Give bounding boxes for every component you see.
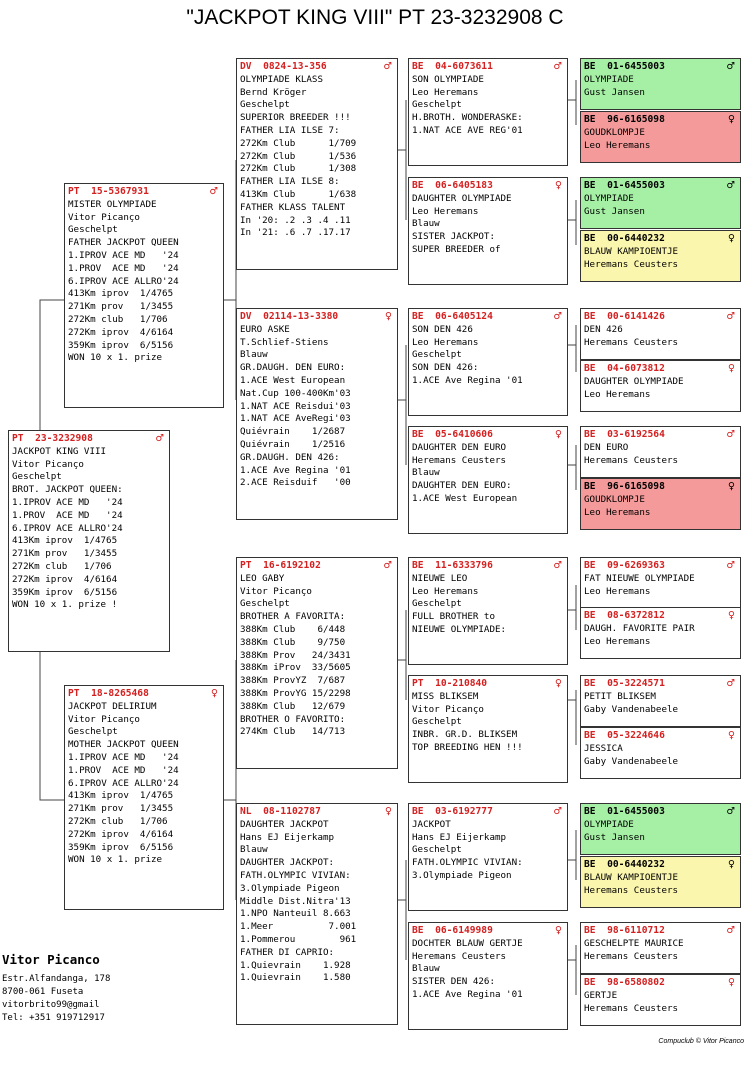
ring-label: NL 08-1102787	[240, 806, 321, 817]
female-icon: ♀	[727, 481, 735, 492]
pedigree-line: DOCHTER BLAUW GERTJE	[412, 937, 523, 949]
owner-email: vitorbrito99@gmail	[2, 1000, 100, 1010]
pedigree-line: FATHER JACKPOT QUEEN	[68, 237, 179, 249]
pedigree-card-gggp-5[interactable]	[580, 308, 741, 360]
pedigree-line: JACKPOT DELIRIUM	[68, 700, 157, 712]
pedigree-line: Heremans Ceusters	[584, 454, 679, 466]
pedigree-line: Leo Heremans	[584, 139, 651, 151]
pedigree-line: Leo Heremans	[412, 336, 479, 348]
pedigree-line: SUPERIOR BREEDER !!!	[240, 112, 351, 124]
pedigree-line: 1.NAT ACE AVE REG'01	[412, 124, 523, 136]
pedigree-line: Geschelpt	[412, 349, 462, 361]
ring-number	[584, 730, 737, 743]
pedigree-line: Geschelpt	[12, 471, 62, 483]
pedigree-line: JESSICA	[584, 742, 623, 754]
pedigree-card-gggp-13[interactable]	[580, 803, 741, 855]
pedigree-line: 3.Olympiade Pigeon	[240, 882, 340, 894]
pedigree-line: Geschelpt	[412, 99, 462, 111]
pedigree-line: 1.ACE West European	[240, 374, 346, 386]
male-icon: ♂	[726, 311, 735, 322]
ring-number	[584, 233, 737, 246]
ring-label: BE 04-6073611	[412, 61, 493, 72]
pedigree-line: Heremans Ceusters	[584, 258, 679, 270]
pedigree-line: GR.DAUGH. DEN EURO:	[240, 362, 346, 374]
female-icon: ♀	[554, 180, 562, 191]
ring-number	[584, 363, 737, 376]
ring-label: BE 05-3224571	[584, 678, 665, 689]
pedigree-line: Leo Heremans	[584, 506, 651, 518]
pedigree-card-gggp-1[interactable]	[580, 58, 741, 110]
pedigree-line: 1.PROV ACE MD '24	[68, 262, 179, 274]
pedigree-line: 359Km iprov 6/5156	[68, 841, 174, 853]
pedigree-card-ggp-3[interactable]	[408, 308, 568, 416]
pedigree-card-gggp-6[interactable]	[580, 360, 741, 412]
pedigree-card-gggp-15[interactable]	[580, 922, 741, 974]
ring-label: PT 10-210840	[412, 678, 488, 689]
pedigree-line: 2.ACE Reisduif '00	[240, 477, 351, 489]
ring-label: BE 00-6141426	[584, 311, 665, 322]
pedigree-line: SON OLYMPIADE	[412, 73, 484, 85]
pedigree-line: 271Km prov 1/3455	[12, 548, 118, 560]
pedigree-line: FATH.OLYMPIC VIVIAN:	[240, 869, 351, 881]
ring-label: BE 05-3224646	[584, 730, 665, 741]
ring-label: DV 02114-13-3380	[240, 311, 339, 322]
pedigree-line: 3.Olympiade Pigeon	[412, 869, 512, 881]
pedigree-line: Quiévrain 1/2516	[240, 438, 346, 450]
ring-number	[412, 429, 564, 442]
male-icon: ♂	[726, 678, 735, 689]
female-icon: ♀	[727, 610, 735, 621]
ring-number	[68, 186, 220, 199]
pedigree-line: FATHER DI CAPRIO:	[240, 946, 335, 958]
pedigree-line: MISS BLIKSEM	[412, 690, 479, 702]
pedigree-line: 272Km Club 1/709	[240, 137, 357, 149]
owner-name: Vitor Picanco	[2, 952, 100, 967]
pedigree-line: MISTER OLYMPIADE	[68, 198, 157, 210]
pedigree-line: BLAUW KAMPIOENTJE	[584, 871, 679, 883]
pedigree-line: FATH.OLYMPIC VIVIAN:	[412, 857, 523, 869]
pedigree-line: Nat.Cup 100-400Km'03	[240, 387, 351, 399]
female-icon: ♀	[210, 688, 218, 699]
pedigree-line: Hans EJ Eijerkamp	[412, 831, 507, 843]
female-icon: ♀	[384, 311, 392, 322]
pedigree-line: 272Km Club 1/308	[240, 163, 357, 175]
pedigree-line: 271Km prov 1/3455	[68, 803, 174, 815]
pedigree-line: DAUGH. FAVORITE PAIR	[584, 622, 695, 634]
pedigree-line: 1.IPROV ACE MD '24	[68, 751, 179, 763]
male-icon: ♂	[383, 61, 392, 72]
pedigree-line: GESCHELPTE MAURICE	[584, 937, 684, 949]
pedigree-line: 388Km ProvYG 15/2298	[240, 687, 351, 699]
pedigree-card-gggp-9[interactable]	[580, 557, 741, 609]
female-icon: ♀	[727, 730, 735, 741]
male-icon: ♂	[726, 180, 735, 191]
pedigree-line: BROTHER O FAVORITO:	[240, 713, 346, 725]
ring-label: BE 96-6165098	[584, 114, 665, 125]
male-icon: ♂	[726, 925, 735, 936]
ring-number	[412, 180, 564, 193]
male-icon: ♂	[726, 806, 735, 817]
pedigree-line: DEN EURO	[584, 441, 629, 453]
ring-label: DV 0824-13-356	[240, 61, 327, 72]
pedigree-line: 1.NAT ACE Reisdui'03	[240, 400, 351, 412]
pedigree-card-sire-dam[interactable]	[236, 308, 398, 520]
pedigree-card-ggp-4[interactable]	[408, 426, 568, 534]
pedigree-line: 413Km iprov 1/4765	[12, 535, 118, 547]
pedigree-card-gggp-10[interactable]	[580, 607, 741, 659]
pedigree-line: 1.ACE Ave Regina '01	[240, 464, 351, 476]
ring-label: BE 98-6580802	[584, 977, 665, 988]
pedigree-line: 1.ACE Ave Regina '01	[412, 988, 523, 1000]
pedigree-line: SON DEN 426:	[412, 362, 479, 374]
male-icon: ♂	[155, 433, 164, 444]
pedigree-line: BLAUW KAMPIOENTJE	[584, 245, 679, 257]
pedigree-line: 388Km Club 9/750	[240, 636, 346, 648]
pedigree-line: 272Km club 1/706	[68, 815, 168, 827]
pedigree-line: GOUDKLOMPJE	[584, 126, 645, 138]
pedigree-card-gggp-7[interactable]	[580, 426, 741, 478]
ring-number	[240, 806, 394, 819]
pedigree-line: Bernd Kröger	[240, 86, 307, 98]
ring-number	[412, 925, 564, 938]
pedigree-line: 1.Pommerou 961	[240, 933, 357, 945]
pedigree-line: 272Km iprov 4/6164	[12, 573, 118, 585]
female-icon: ♀	[727, 859, 735, 870]
pedigree-line: 1.ACE West European	[412, 492, 518, 504]
pedigree-line: Gust Jansen	[584, 831, 645, 843]
pedigree-line: SON DEN 426	[412, 323, 473, 335]
pedigree-card-gggp-16[interactable]	[580, 974, 741, 1026]
ring-number	[584, 114, 737, 127]
pedigree-line: TOP BREEDING HEN !!!	[412, 741, 523, 753]
pedigree-line: 413Km Club 1/638	[240, 188, 357, 200]
pedigree-line: 359Km iprov 6/5156	[68, 339, 174, 351]
pedigree-line: 1.PROV ACE MD '24	[68, 764, 179, 776]
pedigree-line: Vitor Picanço	[68, 713, 140, 725]
pedigree-card-dam-dam[interactable]	[236, 803, 398, 1025]
pedigree-line: FATHER KLASS TALENT	[240, 201, 346, 213]
pedigree-line: MOTHER JACKPOT QUEEN	[68, 739, 179, 751]
pedigree-card-sire-sire[interactable]	[236, 58, 398, 270]
pedigree-line: 272Km iprov 4/6164	[68, 326, 174, 338]
ring-number	[412, 806, 564, 819]
male-icon: ♂	[209, 186, 218, 197]
pedigree-line: Blauw	[412, 963, 440, 975]
ring-label: PT 16-6192102	[240, 560, 321, 571]
pedigree-line: JACKPOT	[412, 818, 451, 830]
pedigree-line: WON 10 x 1. prize !	[12, 599, 118, 611]
pedigree-line: DAUGHTER OLYMPIADE	[412, 192, 512, 204]
pedigree-line: Leo Heremans	[412, 205, 479, 217]
pedigree-line: WON 10 x 1. prize	[68, 854, 163, 866]
pedigree-line: Heremans Ceusters	[584, 884, 679, 896]
pedigree-line: JACKPOT KING VIII	[12, 445, 107, 457]
ring-label: PT 15-5367931	[68, 186, 149, 197]
pedigree-card-gggp-2[interactable]	[580, 111, 741, 163]
pedigree-line: DAUGHTER DEN EURO	[412, 441, 507, 453]
pedigree-line: 271Km prov 1/3455	[68, 301, 174, 313]
pedigree-card-ggp-1[interactable]	[408, 58, 568, 166]
ring-label: BE 06-6405124	[412, 311, 493, 322]
ring-number	[412, 61, 564, 74]
ring-number	[68, 688, 220, 701]
pedigree-line: Heremans Ceusters	[584, 336, 679, 348]
pedigree-card-dam[interactable]	[64, 685, 224, 910]
male-icon: ♂	[726, 61, 735, 72]
pedigree-line: 1.Quievrain 1.928	[240, 959, 351, 971]
ring-label: BE 05-6410606	[412, 429, 493, 440]
ring-number	[12, 433, 166, 446]
ring-number	[412, 678, 564, 691]
ring-label: BE 01-6455003	[584, 180, 665, 191]
pedigree-line: Geschelpt	[68, 726, 118, 738]
ring-label: BE 06-6149989	[412, 925, 493, 936]
pedigree-line: In '21: .6 .7 .17.17	[240, 227, 351, 239]
pedigree-line: Vitor Picanço	[68, 211, 140, 223]
pedigree-line: Gust Jansen	[584, 86, 645, 98]
pedigree-line: 272Km club 1/706	[12, 560, 112, 572]
pedigree-line: Quiévrain 1/2687	[240, 426, 346, 438]
ring-number	[240, 311, 394, 324]
pedigree-card-subject[interactable]	[8, 430, 170, 652]
female-icon: ♀	[554, 678, 562, 689]
ring-number	[584, 311, 737, 324]
pedigree-line: Geschelpt	[240, 598, 290, 610]
pedigree-line: 1.IPROV ACE MD '24	[68, 249, 179, 261]
ring-label: PT 18-8265468	[68, 688, 149, 699]
ring-number	[584, 180, 737, 193]
pedigree-line: BROT. JACKPOT QUEEN:	[12, 484, 123, 496]
pedigree-line: PETIT BLIKSEM	[584, 690, 656, 702]
pedigree-card-ggp-7[interactable]	[408, 803, 568, 911]
pedigree-line: Leo Heremans	[584, 635, 651, 647]
male-icon: ♂	[553, 61, 562, 72]
credit-footer: Compuclub © Vitor Picanco	[658, 1038, 744, 1045]
ring-label: BE 06-6405183	[412, 180, 493, 191]
pedigree-line: Leo Heremans	[584, 388, 651, 400]
pedigree-line: Vitor Picanço	[12, 458, 84, 470]
pedigree-line: GR.DAUGH. DEN 426:	[240, 451, 340, 463]
ring-label: BE 98-6110712	[584, 925, 665, 936]
pedigree-line: SISTER DEN 426:	[412, 976, 495, 988]
pedigree-line: 6.IPROV ACE ALLRO'24	[12, 522, 123, 534]
female-icon: ♀	[554, 925, 562, 936]
pedigree-line: Hans EJ Eijerkamp	[240, 831, 335, 843]
ring-number	[584, 429, 737, 442]
pedigree-card-gggp-8[interactable]	[580, 478, 741, 530]
pedigree-line: Leo Heremans	[412, 585, 479, 597]
male-icon: ♂	[726, 560, 735, 571]
pedigree-line: NIEUWE LEO	[412, 572, 468, 584]
pedigree-line: Blauw	[412, 467, 440, 479]
pedigree-line: Heremans Ceusters	[584, 1002, 679, 1014]
pedigree-line: 272Km club 1/706	[68, 313, 168, 325]
pedigree-line: OLYMPIADE	[584, 73, 634, 85]
pedigree-line: Blauw	[240, 844, 268, 856]
pedigree-line: LEO GABY	[240, 572, 285, 584]
pedigree-line: NIEUWE OLYMPIADE:	[412, 623, 507, 635]
male-icon: ♂	[383, 560, 392, 571]
pedigree-line: 272Km Club 1/536	[240, 150, 357, 162]
ring-label: BE 01-6455003	[584, 61, 665, 72]
ring-label: PT 23-3232908	[12, 433, 93, 444]
pedigree-card-gggp-11[interactable]	[580, 675, 741, 727]
pedigree-line: 1.NPO Nanteuil 8.663	[240, 908, 351, 920]
pedigree-line: 388Km ProvYZ 7/687	[240, 675, 346, 687]
ring-number	[584, 925, 737, 938]
ring-label: BE 00-6440232	[584, 233, 665, 244]
pedigree-line: 388Km iProv 33/5605	[240, 662, 351, 674]
pedigree-line: 272Km iprov 4/6164	[68, 828, 174, 840]
pedigree-line: Leo Heremans	[584, 585, 651, 597]
ring-number	[584, 806, 737, 819]
pedigree-line: Gust Jansen	[584, 205, 645, 217]
male-icon: ♂	[553, 560, 562, 571]
pedigree-line: 274Km Club 14/713	[240, 726, 346, 738]
pedigree-line: DAUGHTER OLYMPIADE	[584, 375, 684, 387]
female-icon: ♀	[554, 429, 562, 440]
pedigree-line: DAUGHTER JACKPOT	[240, 818, 329, 830]
pedigree-line: Blauw	[412, 218, 440, 230]
pedigree-card-ggp-8[interactable]	[408, 922, 568, 1030]
pedigree-line: 1.Meer 7.001	[240, 921, 357, 933]
ring-number	[584, 560, 737, 573]
male-icon: ♂	[553, 806, 562, 817]
pedigree-line: 1.NAT ACE AveRegi'03	[240, 413, 351, 425]
pedigree-line: 388Km Club 6/448	[240, 623, 346, 635]
female-icon: ♀	[727, 977, 735, 988]
pedigree-line: DEN 426	[584, 323, 623, 335]
owner-block	[2, 952, 110, 1025]
ring-number	[584, 977, 737, 990]
owner-address-line: 8700-061 Fuseta	[2, 987, 84, 997]
ring-number	[412, 311, 564, 324]
ring-label: BE 01-6455003	[584, 806, 665, 817]
ring-number	[584, 481, 737, 494]
ring-number	[240, 61, 394, 74]
pedigree-line: Geschelpt	[240, 99, 290, 111]
male-icon: ♂	[726, 429, 735, 440]
pedigree-card-sire[interactable]	[64, 183, 224, 408]
pedigree-line: Geschelpt	[412, 844, 462, 856]
pedigree-line: T.Schlief-Stiens	[240, 336, 329, 348]
pedigree-line: DAUGHTER JACKPOT:	[240, 857, 335, 869]
ring-number	[412, 560, 564, 573]
pedigree-line: FATHER LIA ILSE 8:	[240, 176, 340, 188]
pedigree-line: SUPER BREEDER of	[412, 243, 501, 255]
pedigree-line: Heremans Ceusters	[412, 950, 507, 962]
ring-number	[584, 859, 737, 872]
pedigree-line: GERTJE	[584, 989, 618, 1001]
pedigree-line: Middle Dist.Nitra'13	[240, 895, 351, 907]
pedigree-line: Gaby Vandenabeele	[584, 703, 679, 715]
pedigree-card-ggp-2[interactable]	[408, 177, 568, 285]
pedigree-line: INBR. GR.D. BLIKSEM	[412, 729, 518, 741]
ring-label: BE 09-6269363	[584, 560, 665, 571]
ring-number	[584, 678, 737, 691]
female-icon: ♀	[727, 363, 735, 374]
pedigree-line: Geschelpt	[68, 224, 118, 236]
pedigree-line: Vitor Picanço	[412, 703, 484, 715]
pedigree-card-dam-sire[interactable]	[236, 557, 398, 769]
pedigree-card-ggp-6[interactable]	[408, 675, 568, 783]
pedigree-line: FULL BROTHER to	[412, 611, 495, 623]
ring-number	[584, 610, 737, 623]
female-icon: ♀	[727, 114, 735, 125]
ring-number	[584, 61, 737, 74]
pedigree-line: WON 10 x 1. prize	[68, 352, 163, 364]
pedigree-card-gggp-4[interactable]	[580, 230, 741, 282]
pedigree-line: H.BROTH. WONDERASKE:	[412, 112, 523, 124]
ring-label: BE 03-6192777	[412, 806, 493, 817]
ring-label: BE 04-6073812	[584, 363, 665, 374]
owner-phone: Tel: +351 919712917	[2, 1013, 105, 1023]
pedigree-line: 413Km iprov 1/4765	[68, 790, 174, 802]
pedigree-line: SISTER JACKPOT:	[412, 231, 495, 243]
pedigree-line: OLYMPIADE KLASS	[240, 73, 323, 85]
pedigree-line: BROTHER A FAVORITA:	[240, 611, 346, 623]
ring-label: BE 96-6165098	[584, 481, 665, 492]
pedigree-card-gggp-14[interactable]	[580, 856, 741, 908]
pedigree-line: EURO ASKE	[240, 323, 290, 335]
ring-label: BE 00-6440232	[584, 859, 665, 870]
ring-number	[240, 560, 394, 573]
pedigree-line: Leo Heremans	[412, 86, 479, 98]
pedigree-line: Heremans Ceusters	[412, 454, 507, 466]
pedigree-line: Geschelpt	[412, 598, 462, 610]
pedigree-line: 1.IPROV ACE MD '24	[12, 496, 123, 508]
pedigree-line: 1.Quievrain 1.580	[240, 972, 351, 984]
pedigree-line: Vitor Picanço	[240, 585, 312, 597]
pedigree-line: Blauw	[240, 349, 268, 361]
pedigree-line: FATHER LIA ILSE 7:	[240, 124, 340, 136]
ring-label: BE 03-6192564	[584, 429, 665, 440]
pedigree-line: 413Km iprov 1/4765	[68, 288, 174, 300]
pedigree-line: 359Km iprov 6/5156	[12, 586, 118, 598]
pedigree-line: FAT NIEUWE OLYMPIADE	[584, 572, 695, 584]
female-icon: ♀	[384, 806, 392, 817]
pedigree-line: Gaby Vandenabeele	[584, 755, 679, 767]
pedigree-line: 388Km Club 12/679	[240, 700, 346, 712]
pedigree-card-gggp-12[interactable]	[580, 727, 741, 779]
pedigree-line: 388Km Prov 24/3431	[240, 649, 351, 661]
male-icon: ♂	[553, 311, 562, 322]
pedigree-line: OLYMPIADE	[584, 192, 634, 204]
pedigree-line: 6.IPROV ACE ALLRO'24	[68, 777, 179, 789]
pedigree-line: 6.IPROV ACE ALLRO'24	[68, 275, 179, 287]
pedigree-title: "JACKPOT KING VIII" PT 23-3232908 C	[186, 6, 564, 29]
pedigree-line: DAUGHTER DEN EURO:	[412, 480, 512, 492]
female-icon: ♀	[727, 233, 735, 244]
pedigree-card-ggp-5[interactable]	[408, 557, 568, 665]
pedigree-card-gggp-3[interactable]	[580, 177, 741, 229]
pedigree-line: OLYMPIADE	[584, 818, 634, 830]
pedigree-line: In '20: .2 .3 .4 .11	[240, 214, 351, 226]
owner-address-line: Estr.Alfandanga, 178	[2, 974, 111, 984]
pedigree-line: 1.ACE Ave Regina '01	[412, 374, 523, 386]
pedigree-line: Heremans Ceusters	[584, 950, 679, 962]
ring-label: BE 11-6333796	[412, 560, 493, 571]
pedigree-line: GOUDKLOMPJE	[584, 493, 645, 505]
pedigree-line: 1.PROV ACE MD '24	[12, 509, 123, 521]
pedigree-line: Geschelpt	[412, 716, 462, 728]
ring-label: BE 08-6372812	[584, 610, 665, 621]
